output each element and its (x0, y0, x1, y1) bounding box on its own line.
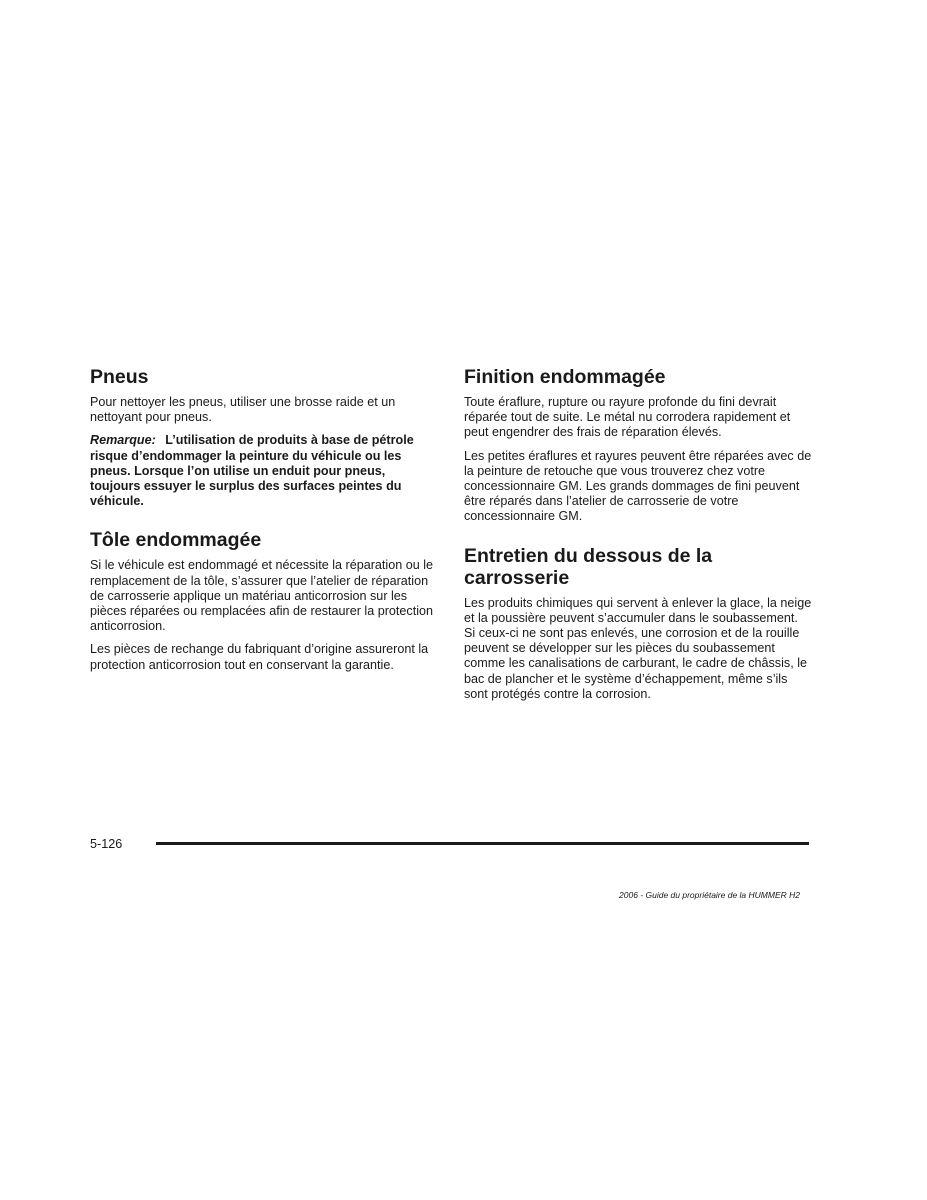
section-heading-tole: Tôle endommagée (90, 529, 262, 552)
footer-divider (156, 842, 809, 845)
note-text: L’utilisation de produits à base de pétrole risque d’endommager la peinture du véhicule ou les pneus. Lorsque l’on utilise un enduit pour pneus, toujours essuyer le surplus des surfaces peintes du véhicule. (90, 433, 414, 509)
left-column (90, 366, 438, 681)
tole-paragraph-2: Les pièces de rechange du fabriquant d’origine assureront la protection anticorrosion tout en conservant la garantie. (90, 642, 429, 672)
footer-caption: 2006 - Guide du propriétaire de la HUMMER H2 (619, 890, 800, 900)
section-heading-finition: Finition endommagée (464, 366, 666, 388)
tole-paragraph-1: Si le véhicule est endommagé et nécessite la réparation ou le remplacement de la tôle, s’assurer que l’atelier de réparation de carrosserie applique un matériau anticorrosion sur les pièces réparées ou remplacées afin de restaurer la protection anticorrosion. (90, 558, 434, 634)
page-number: 5-126 (90, 837, 123, 851)
section-heading-pneus: Pneus (90, 366, 149, 388)
right-column (464, 366, 812, 710)
section-heading-entretien: Entretien du dessous de la carrosserie (464, 544, 713, 589)
note-label: Remarque: (90, 433, 156, 448)
finition-paragraph-1: Toute éraflure, rupture ou rayure profonde du fini devrait réparée tout de suite. Le métal nu corrodera rapidement et peut engendrer des frais de réparation élevés. (464, 395, 791, 440)
finition-paragraph-2: Les petites éraflures et rayures peuvent être réparées avec de la peinture de retouche que vous trouverez chez votre concessionnaire GM. Les grands dommages de fini peuvent être réparés dans l’atelier de carrosserie de votre concessionnaire GM. (464, 448, 812, 524)
pneus-note (90, 433, 438, 509)
pneus-paragraph: Pour nettoyer les pneus, utiliser une brosse raide et un nettoyant pour pneus. (90, 395, 396, 425)
entretien-paragraph-1: Les produits chimiques qui servent à enlever la glace, la neige et la poussière peuvent s’accumuler dans le soubassement. Si ceux-ci ne sont pas enlevés, une corrosion et de la rouille peuvent se développer sur les pièces du soubassement comme les canalisations de carburant, le cadre de châssis, le bac de plancher et le système d’échappement, même s’ils sont protégés contre la corrosion. (464, 595, 812, 701)
